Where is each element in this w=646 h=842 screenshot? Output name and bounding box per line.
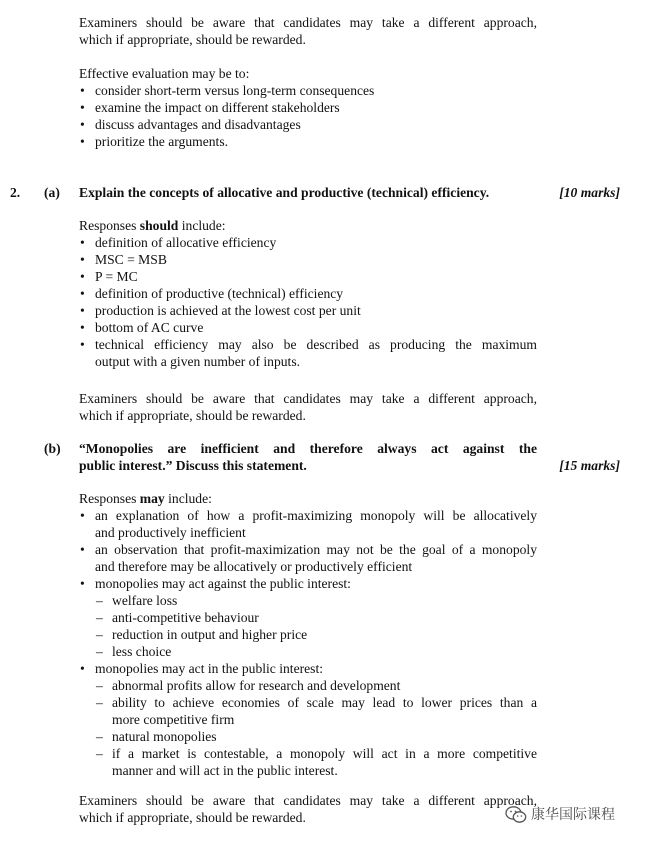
part-b-marks: [15 marks] xyxy=(559,458,620,473)
examiners-line: which if appropriate, should be rewarded. xyxy=(79,408,306,423)
list-item: • production is achieved at the lowest cost per unit xyxy=(79,302,537,319)
list-item: • definition of productive (technical) efficiency xyxy=(79,285,537,302)
part-a-question: Explain the concepts of allocative and productive (technical) efficiency. xyxy=(79,185,490,200)
sub-list-item xyxy=(95,745,537,779)
list-item xyxy=(79,660,537,779)
list-item xyxy=(79,541,537,575)
examiners-line: Examiners should be aware that candidates may take a different approach, xyxy=(79,15,537,30)
responses-post: include: xyxy=(178,218,226,233)
sub-list xyxy=(95,592,537,660)
wechat-icon xyxy=(505,805,527,825)
responses-heading xyxy=(79,217,537,234)
sub-list-item xyxy=(95,694,537,728)
sub-list-line: more competitive firm xyxy=(112,712,235,727)
list-item: • examine the impact on different stakeholders xyxy=(79,99,537,116)
list-item xyxy=(79,575,537,660)
sub-list-line: manner and will act in the public interest. xyxy=(112,763,338,778)
part-b-question-line: public interest.” Discuss this statement. xyxy=(79,458,307,473)
watermark-text: 康华国际课程 xyxy=(531,806,615,823)
list-item-line: • an observation that profit-maximization may not be the goal of a monopoly xyxy=(95,542,537,557)
list-item-line: • monopolies may act in the public interest: xyxy=(95,661,324,676)
list-item xyxy=(79,507,537,541)
part-b-responses xyxy=(79,490,537,779)
list-item-line: • technical efficiency may also be described as producing the maximum xyxy=(95,337,537,352)
list-item-line: • monopolies may act against the public interest: xyxy=(95,576,351,591)
part-a-label: (a) xyxy=(44,185,60,200)
list-item: • MSC = MSB xyxy=(79,251,537,268)
list-item-line: • an explanation of how a profit-maximizing monopoly will be allocatively xyxy=(95,508,537,523)
list-item-line: and therefore may be allocatively or productively efficient xyxy=(95,559,413,574)
list-item-line: output with a given number of inputs. xyxy=(95,354,301,369)
part-b-question xyxy=(79,440,537,474)
sub-list-item: – abnormal profits allow for research and development xyxy=(95,677,537,694)
list-item: • bottom of AC curve xyxy=(79,319,537,336)
examiners-line: which if appropriate, should be rewarded. xyxy=(79,32,306,47)
list-item: • prioritize the arguments. xyxy=(79,133,537,150)
sub-list-item: – welfare loss xyxy=(95,592,537,609)
responses-heading xyxy=(79,490,537,507)
sub-list xyxy=(95,677,537,779)
list-item-line: and productively inefficient xyxy=(95,525,246,540)
list-item: • definition of allocative efficiency xyxy=(79,234,537,251)
responses-pre: Responses xyxy=(79,218,140,233)
sub-list-item: – reduction in output and higher price xyxy=(95,626,537,643)
sub-list-line: – if a market is contestable, a monopoly will act in a more competitive xyxy=(112,746,537,761)
part-a-responses xyxy=(79,217,537,370)
sub-list-item: – natural monopolies xyxy=(95,728,537,745)
part-a-list xyxy=(79,234,537,370)
part-b-list xyxy=(79,507,537,779)
examiners-line: Examiners should be aware that candidates may take a different approach, xyxy=(79,793,537,808)
responses-post: include: xyxy=(164,491,212,506)
responses-pre: Responses xyxy=(79,491,140,506)
list-item: • discuss advantages and disadvantages xyxy=(79,116,537,133)
sub-list-item: – anti-competitive behaviour xyxy=(95,609,537,626)
sub-list-line: – ability to achieve economies of scale may lead to lower prices than a xyxy=(112,695,537,710)
list-item: • P = MC xyxy=(79,268,537,285)
part-a-marks: [10 marks] xyxy=(559,185,620,200)
responses-keyword: should xyxy=(139,218,179,233)
watermark xyxy=(505,803,615,827)
examiners-note-b xyxy=(79,792,537,826)
list-item xyxy=(79,336,537,370)
list-item: • consider short-term versus long-term consequences xyxy=(79,82,537,99)
responses-keyword: may xyxy=(139,491,165,506)
evaluation-list xyxy=(79,82,537,150)
examiners-line: which if appropriate, should be rewarded. xyxy=(79,810,306,825)
sub-list-item: – less choice xyxy=(95,643,537,660)
question-number: 2. xyxy=(10,185,21,200)
examiners-note-top xyxy=(79,14,537,48)
examiners-line: Examiners should be aware that candidates may take a different approach, xyxy=(79,391,537,406)
part-b-label: (b) xyxy=(44,441,61,456)
evaluation-block xyxy=(79,65,537,150)
part-b-question-line: “Monopolies are inefficient and therefore always act against the xyxy=(79,441,537,456)
examiners-note-a xyxy=(79,390,537,424)
evaluation-intro: Effective evaluation may be to: xyxy=(79,66,250,81)
